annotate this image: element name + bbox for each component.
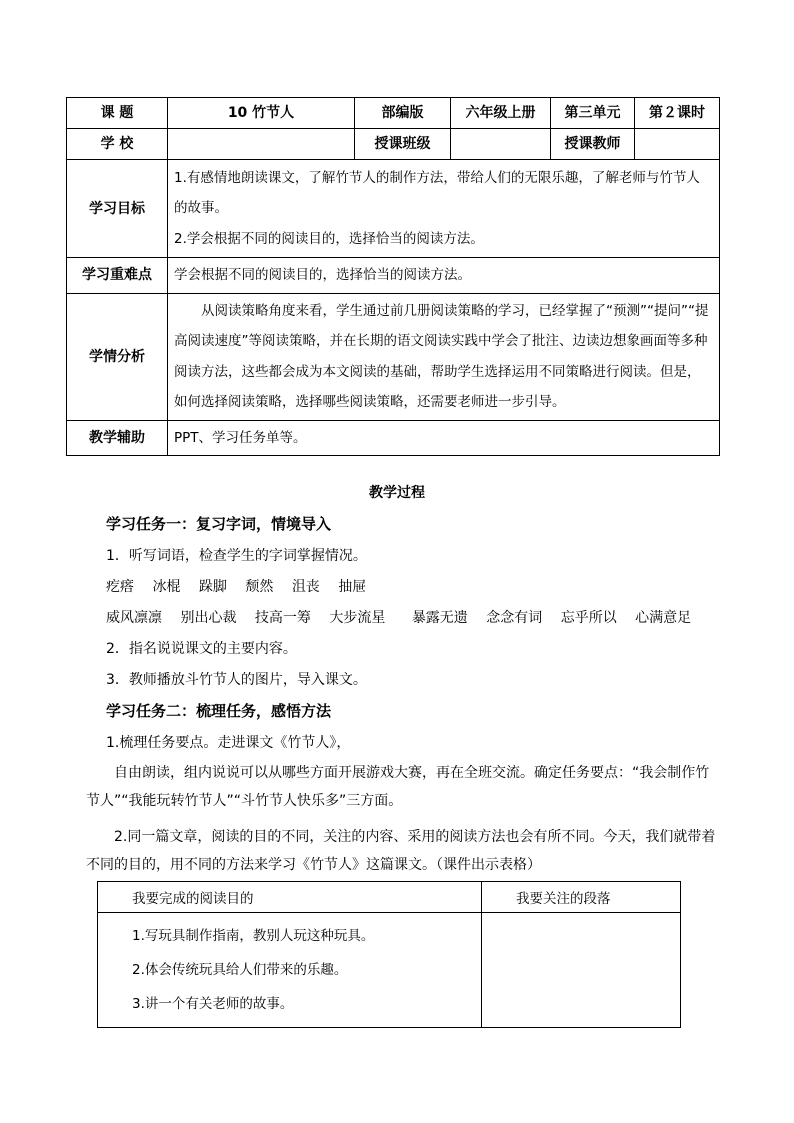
task2-para1 — [86, 759, 721, 815]
lesson-title: 10 竹节人 — [168, 98, 355, 129]
header-purpose: 我要完成的阅读目的 — [98, 882, 482, 913]
word: 技高一筹 — [254, 610, 311, 626]
period: 第２课时 — [635, 98, 720, 129]
word: 跺脚 — [198, 579, 227, 595]
table-header-row — [98, 882, 681, 913]
purpose-1: 1.写玩具制作指南，教别人玩这种玩具。 — [132, 928, 375, 944]
info-row-goals — [67, 160, 720, 258]
task2-para1-text: 自由朗读，组内说说可以从哪些方面开展游戏大赛，再在全班交流。确定任务要点：“我会制作竹节人”“我能玩转竹节人”“斗竹节人快乐多”三方面。 — [86, 765, 710, 809]
word: 大步流星 — [329, 610, 386, 626]
lesson-info-table — [66, 97, 720, 456]
key-text: 学会根据不同的阅读目的，选择恰当的阅读方法。 — [168, 258, 720, 294]
purpose-cell — [98, 913, 482, 1028]
task1-title: 学习任务一：复习字词，情境导入 — [106, 515, 332, 533]
info-row-title — [67, 98, 720, 129]
word: 念念有词 — [486, 610, 543, 626]
word: 抽屉 — [338, 579, 367, 595]
analysis-label: 学情分析 — [67, 293, 168, 420]
word: 冰棍 — [152, 579, 181, 595]
school-value — [168, 129, 355, 160]
table-row — [98, 913, 681, 1028]
lesson-label: 课 题 — [67, 98, 168, 129]
word: 威风凛凛 — [106, 610, 162, 626]
paragraphs-cell[interactable] — [482, 913, 681, 1028]
purpose-3: 3.讲一个有关老师的故事。 — [132, 996, 294, 1012]
class-value — [451, 129, 551, 160]
info-row-aids — [67, 420, 720, 456]
school-label: 学 校 — [67, 129, 168, 160]
info-row-school — [67, 129, 720, 160]
task1-step3: 3．教师播放斗竹节人的图片，导入课文。 — [106, 672, 367, 688]
goal-2: 2.学会根据不同的阅读目的，选择恰当的阅读方法。 — [174, 230, 484, 247]
word: 心满意足 — [635, 610, 692, 626]
aids-text: PPT、学习任务单等。 — [168, 420, 720, 456]
task2-step1: 1.梳理任务要点。走进课文《竹节人》， — [106, 735, 351, 751]
info-row-analysis — [67, 293, 720, 420]
word: 别出心裁 — [180, 610, 237, 626]
class-label: 授课班级 — [355, 129, 451, 160]
word-list-2 — [106, 607, 705, 627]
word-list-1 — [106, 576, 380, 596]
goal-1: 1.有感情地朗读课文，了解竹节人的制作方法，带给人们的无限乐趣，了解老师与竹节人的故事。 — [174, 169, 700, 217]
purpose-2: 2.体会传统玩具给人们带来的乐趣。 — [132, 962, 348, 978]
word: 颓然 — [245, 579, 274, 595]
unit: 第三单元 — [551, 98, 635, 129]
grade: 六年级上册 — [451, 98, 551, 129]
task1-step2: 2．指名说说课文的主要内容。 — [106, 641, 297, 657]
process-title: 教学过程 — [369, 485, 425, 501]
word: 忘乎所以 — [560, 610, 617, 626]
task2-para2-text: 2.同一篇文章，阅读的目的不同，关注的内容、采用的阅读方法也会有所不同。今天，我们就带着不同的目的，用不同的方法来学习《竹节人》这篇课文。（课件出示表格） — [86, 829, 716, 873]
analysis-text: 从阅读策略角度来看，学生通过前几册阅读策略的学习，已经掌握了“预测”“提问”“提高阅读速度”等阅读策略，并在长期的语文阅读实践中学会了批注、边读边想象画面等多种阅读方法，这些都会成为本文阅读的基础，帮助学生选择运用不同策略进行阅读。但是，如何选择阅读策略，选择哪些阅读策略，还需要老师进一步引导。 — [174, 302, 709, 410]
analysis-cell — [168, 293, 720, 420]
aids-label: 教学辅助 — [67, 420, 168, 456]
teacher-label: 授课教师 — [551, 129, 635, 160]
word: 沮丧 — [291, 579, 320, 595]
edition: 部编版 — [355, 98, 451, 129]
info-row-key — [67, 258, 720, 294]
key-label: 学习重难点 — [67, 258, 168, 294]
goals-label: 学习目标 — [67, 160, 168, 258]
reading-purpose-table — [97, 881, 681, 1028]
task2-para2 — [86, 823, 721, 879]
teacher-value — [635, 129, 720, 160]
task2-title: 学习任务二：梳理任务，感悟方法 — [106, 702, 332, 720]
word: 疙瘩 — [106, 579, 134, 595]
word: 暴露无遗 — [411, 610, 468, 626]
task1-step1: 1．听写词语，检查学生的字词掌握情况。 — [106, 548, 367, 564]
header-paragraphs: 我要关注的段落 — [482, 882, 681, 913]
goals-cell — [168, 160, 720, 258]
